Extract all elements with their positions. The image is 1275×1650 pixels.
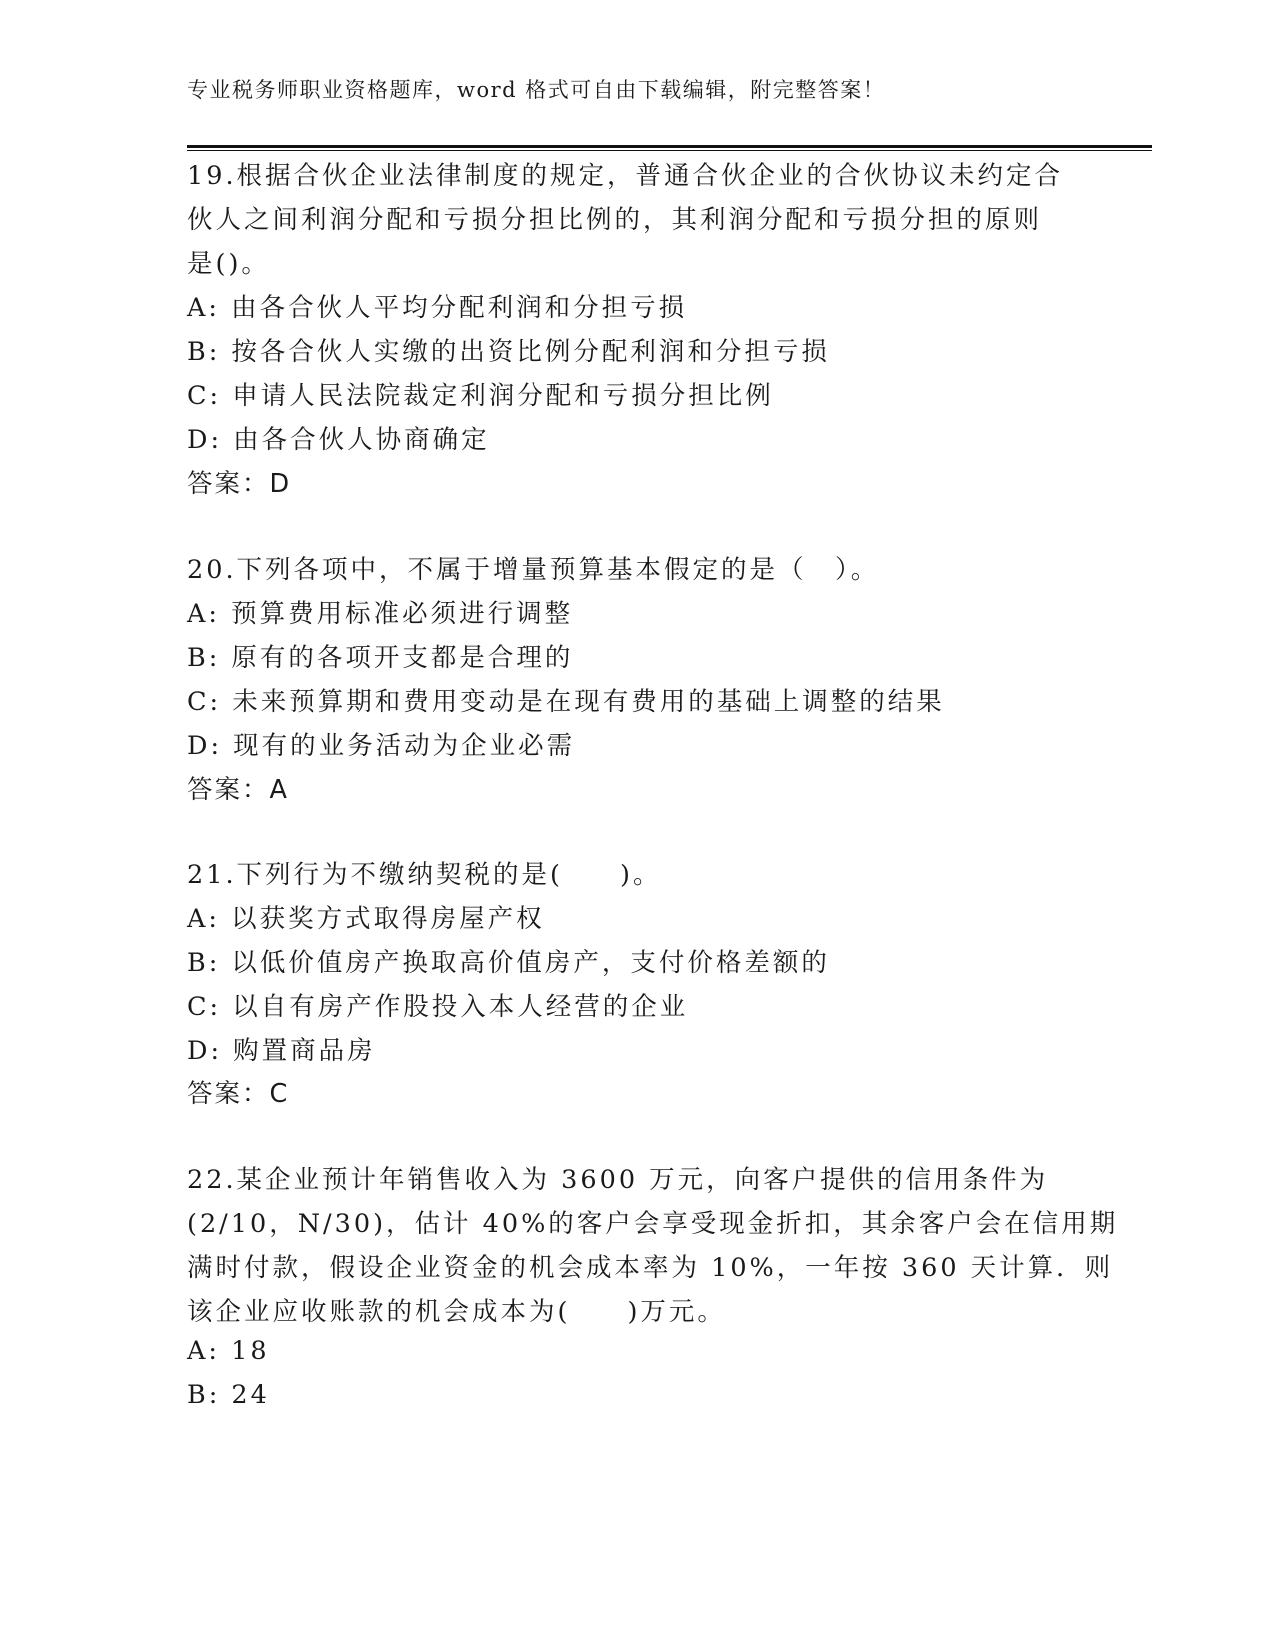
question-21-option-d: D: 购置商品房 bbox=[187, 1036, 376, 1066]
question-22-line-2: (2/10，N/30)，估计 40%的客户会享受现金折扣，其余客户会在信用期 bbox=[187, 1209, 1119, 1239]
question-20-line-1: 20.下列各项中，不属于增量预算基本假定的是（ ）。 bbox=[187, 555, 880, 585]
question-22-option-a: A: 18 bbox=[187, 1336, 270, 1366]
question-20-option-c: C: 未来预算期和费用变动是在现有费用的基础上调整的结果 bbox=[187, 687, 945, 717]
question-22-line-4: 该企业应收账款的机会成本为( )万元。 bbox=[187, 1297, 726, 1327]
question-21-line-1: 21.下列行为不缴纳契税的是( )。 bbox=[187, 860, 662, 890]
question-19-option-a: A: 由各合伙人平均分配利润和分担亏损 bbox=[187, 293, 688, 323]
question-21-option-c: C: 以自有房产作股投入本人经营的企业 bbox=[187, 992, 689, 1022]
question-20-option-b: B: 原有的各项开支都是合理的 bbox=[187, 643, 574, 673]
header-rule-thick bbox=[187, 145, 1152, 148]
question-20-answer: 答案：A bbox=[187, 775, 289, 805]
question-22-option-b: B: 24 bbox=[187, 1380, 270, 1410]
question-19-option-d: D: 由各合伙人协商确定 bbox=[187, 425, 490, 455]
question-19-line-1: 19.根据合伙企业法律制度的规定，普通合伙企业的合伙协议未约定合 bbox=[187, 161, 1064, 191]
question-19-option-c: C: 申请人民法院裁定利润分配和亏损分担比例 bbox=[187, 381, 774, 411]
question-19-answer: 答案：D bbox=[187, 469, 292, 499]
question-19-option-b: B: 按各合伙人实缴的出资比例分配利润和分担亏损 bbox=[187, 337, 830, 367]
question-21-option-b: B: 以低价值房产换取高价值房产，支付价格差额的 bbox=[187, 948, 830, 978]
question-20-option-d: D: 现有的业务活动为企业必需 bbox=[187, 731, 576, 761]
header-rule-thin bbox=[187, 150, 1152, 151]
question-20-option-a: A: 预算费用标准必须进行调整 bbox=[187, 599, 574, 629]
question-22-line-1: 22.某企业预计年销售收入为 3600 万元，向客户提供的信用条件为 bbox=[187, 1165, 1049, 1195]
question-21-option-a: A: 以获奖方式取得房屋产权 bbox=[187, 904, 545, 934]
question-19-line-2: 伙人之间利润分配和亏损分担比例的，其利润分配和亏损分担的原则 bbox=[187, 205, 1043, 235]
question-22-line-3: 满时付款，假设企业资金的机会成本率为 10%，一年按 360 天计算．则 bbox=[187, 1253, 1114, 1283]
question-21-answer: 答案：C bbox=[187, 1079, 290, 1109]
question-19-line-3: 是()。 bbox=[187, 249, 270, 279]
page-header: 专业税务师职业资格题库，word 格式可自由下载编辑，附完整答案！ bbox=[187, 78, 886, 102]
